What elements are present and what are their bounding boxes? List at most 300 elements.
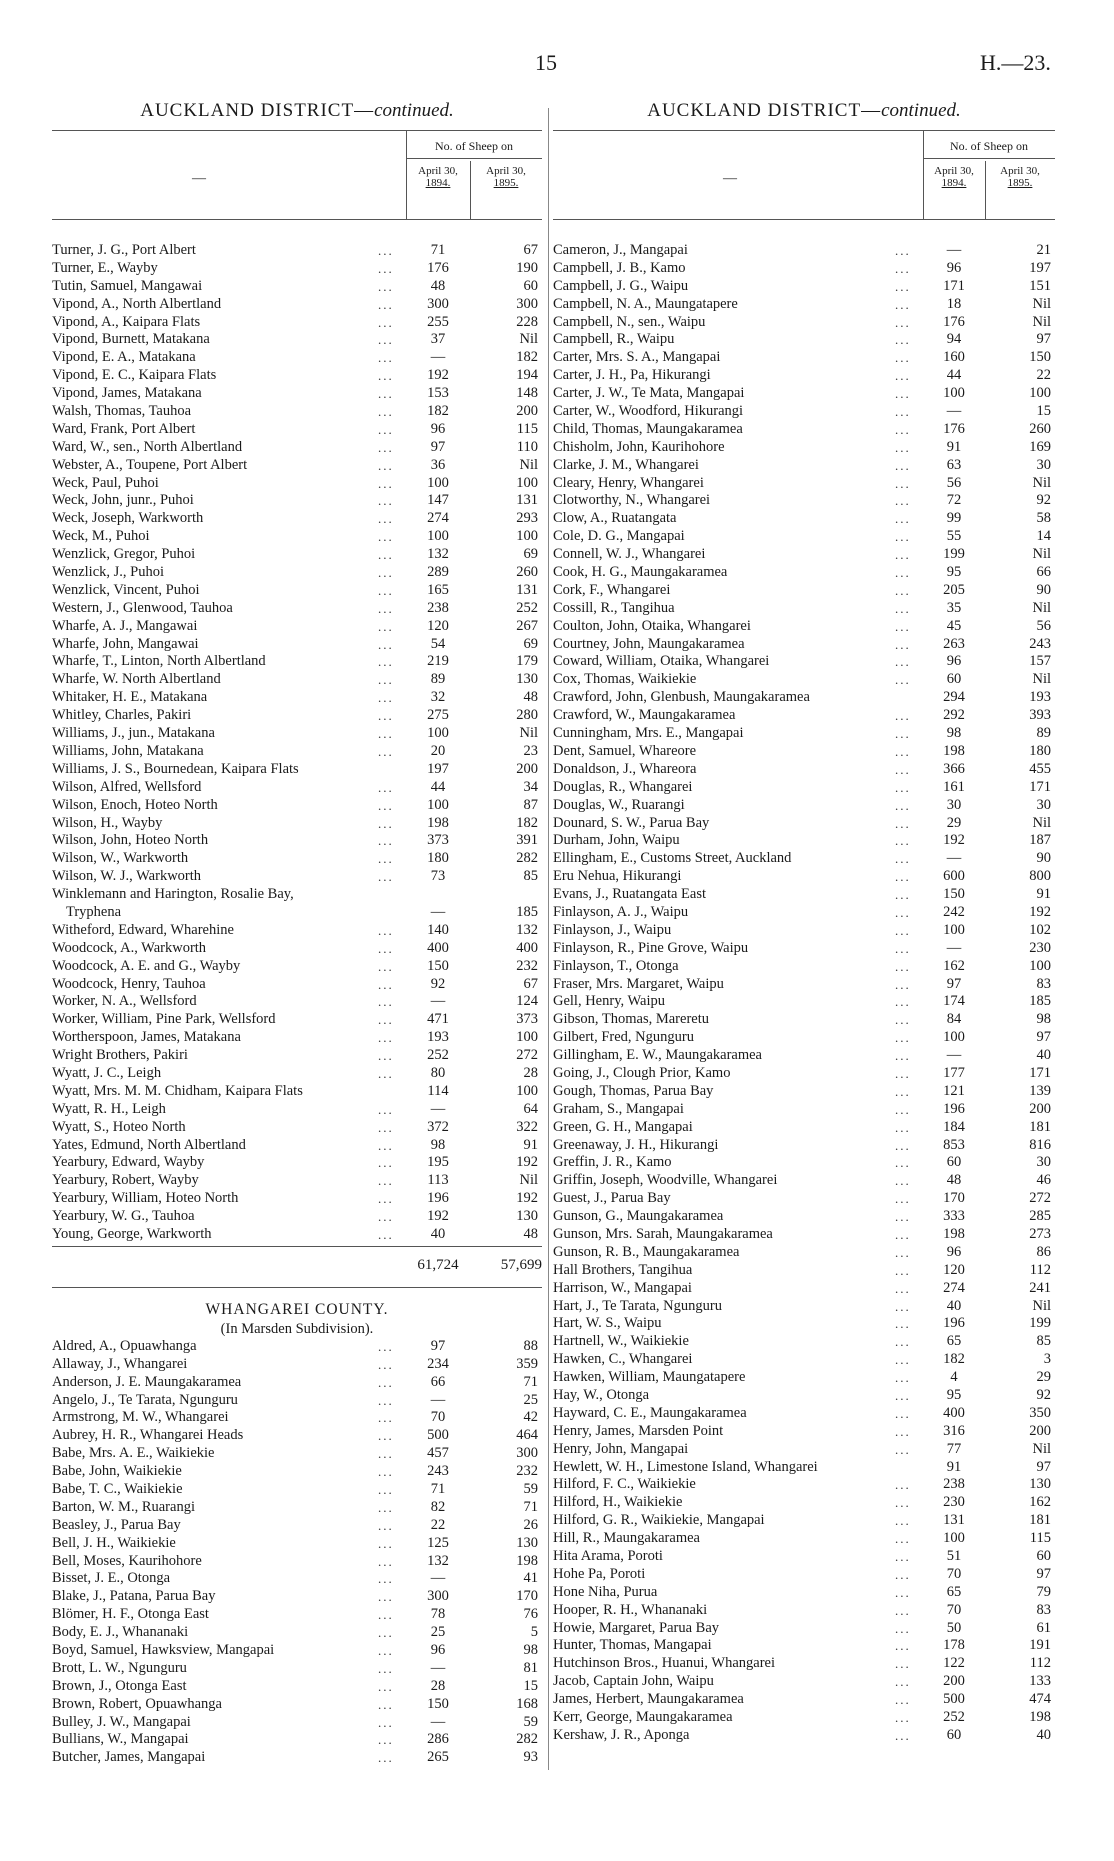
sheep-1894: 32 [430, 689, 446, 706]
sheep-1895: 98 [523, 1642, 538, 1659]
owner-name: Wilson, Enoch, Hoteo North [52, 796, 218, 813]
table-row [553, 1566, 1055, 1584]
sheep-1894: 853 [943, 1136, 965, 1153]
table-row [52, 689, 542, 707]
owner-name: Carter, J. H., Pa, Hikurangi [553, 367, 711, 384]
sheep-1894: 29 [946, 814, 962, 831]
sheep-1895: 67 [523, 975, 538, 992]
leader-dots: ... [378, 1535, 394, 1551]
table-row [52, 582, 542, 600]
table-row [52, 457, 542, 475]
leader-dots: ... [895, 386, 911, 402]
sheep-1895: 90 [1036, 850, 1051, 867]
leader-dots: ... [895, 922, 911, 938]
sheep-1894: — [946, 939, 962, 956]
table-row [553, 1351, 1055, 1369]
sheep-1894: 198 [943, 742, 965, 759]
owner-name: Green, G. H., Mangapai [553, 1118, 693, 1135]
table-row [553, 1083, 1055, 1101]
owner-name: Beasley, J., Parua Bay [52, 1516, 181, 1533]
owner-name: Carter, J. W., Te Mata, Mangapai [553, 385, 745, 402]
table-row [52, 922, 542, 940]
sheep-1894: 71 [430, 1481, 446, 1498]
leader-dots: ... [378, 994, 394, 1010]
sheep-1895: 800 [1029, 868, 1051, 885]
owner-name: Wyatt, Mrs. M. M. Chidham, Kaipara Flats [52, 1082, 303, 1099]
table-row [553, 904, 1055, 922]
sheep-1894: 171 [943, 277, 965, 294]
leader-dots: ... [378, 565, 394, 581]
owner-name: Brown, Robert, Opuawhanga [52, 1695, 222, 1712]
table-row [52, 1499, 542, 1517]
leader-dots: ... [378, 350, 394, 366]
owner-name: Worker, William, Pine Park, Wellsford [52, 1011, 276, 1028]
table-row [52, 367, 542, 385]
table-row [553, 1405, 1055, 1423]
table-row [52, 1190, 542, 1208]
sheep-1895: 48 [523, 689, 538, 706]
table-row [553, 1119, 1055, 1137]
owner-name: Connell, W. J., Whangarei [553, 546, 706, 563]
leader-dots: ... [378, 421, 394, 437]
leader-dots: ... [895, 1727, 911, 1743]
table-row [553, 528, 1055, 546]
leader-dots: ... [895, 1692, 911, 1708]
leader-dots: ... [378, 1607, 394, 1623]
sheep-1894: 113 [427, 1172, 449, 1189]
sheep-1894: 100 [427, 474, 449, 491]
sheep-1895: 60 [1036, 1548, 1051, 1565]
owner-name: Yearbury, Robert, Wayby [52, 1172, 199, 1189]
sheep-1895: 90 [1036, 581, 1051, 598]
sheep-1894: 205 [943, 581, 965, 598]
leader-dots: ... [378, 1374, 394, 1390]
table-row [52, 743, 542, 761]
sheep-1895: 87 [523, 796, 538, 813]
leader-dots: ... [895, 1119, 911, 1135]
leader-dots: ... [895, 368, 911, 384]
owner-name: Allaway, J., Whangarei [52, 1355, 188, 1372]
sheep-1894: 457 [427, 1445, 449, 1462]
owner-name: Crawford, W., Maungakaramea [553, 707, 736, 724]
table-row [52, 1517, 542, 1535]
sheep-1894: 170 [943, 1190, 965, 1207]
leader-dots: ... [378, 708, 394, 724]
sheep-1894: 265 [427, 1749, 449, 1766]
table-row [52, 1208, 542, 1226]
leader-dots: ... [895, 1674, 911, 1690]
table-row [553, 1065, 1055, 1083]
sheep-1894: 132 [427, 546, 449, 563]
owner-name: Hunter, Thomas, Mangapai [553, 1637, 712, 1654]
leader-dots: ... [895, 1101, 911, 1117]
sheep-1894: 97 [430, 1337, 446, 1354]
sheep-1894: 125 [427, 1534, 449, 1551]
sheep-1894: 65 [946, 1333, 962, 1350]
sheep-1894: 45 [946, 617, 962, 634]
table-row [52, 993, 542, 1011]
table-row [553, 725, 1055, 743]
table-row [553, 1441, 1055, 1459]
sheep-1895: 171 [1029, 778, 1051, 795]
sheep-1895: 83 [1036, 1601, 1051, 1618]
table-row [553, 689, 1055, 707]
owner-name: Bell, Moses, Kaurihohore [52, 1552, 202, 1569]
leader-dots: ... [895, 1030, 911, 1046]
owner-name: Hawken, C., Whangarei [553, 1351, 693, 1368]
owner-name: Coulton, John, Otaika, Whangarei [553, 617, 751, 634]
sheep-1894: 97 [946, 975, 962, 992]
sheep-1895: 200 [1029, 1422, 1051, 1439]
sheep-1894: 400 [427, 939, 449, 956]
leader-dots: ... [378, 1660, 394, 1676]
sheep-1895: 185 [516, 903, 538, 920]
owner-name: Cunningham, Mrs. E., Mangapai [553, 725, 744, 742]
sheep-1895: Nil [1032, 313, 1051, 330]
leader-dots: ... [895, 1405, 911, 1421]
sheep-1895: 59 [523, 1713, 538, 1730]
table-row [52, 1409, 542, 1427]
sheep-1895: 197 [1029, 259, 1051, 276]
sheep-1895: 139 [1029, 1082, 1051, 1099]
leader-dots: ... [378, 1678, 394, 1694]
sheep-1895: 130 [516, 1534, 538, 1551]
sheep-1895: 60 [523, 277, 538, 294]
sheep-1894: 600 [943, 868, 965, 885]
sheep-1894: — [430, 1100, 446, 1117]
owner-name: Hutchinson Bros., Huanui, Whangarei [553, 1655, 776, 1672]
sheep-1895: 816 [1029, 1136, 1051, 1153]
table-row [553, 1029, 1055, 1047]
owner-name: Webster, A., Toupene, Port Albert [52, 456, 248, 473]
leader-dots: ... [378, 1446, 394, 1462]
sheep-1894: 121 [943, 1082, 965, 1099]
leader-dots: ... [378, 869, 394, 885]
owner-name: Hilford, G. R., Waikiekie, Mangapai [553, 1512, 765, 1529]
sheep-1894: 96 [946, 653, 962, 670]
sheep-1894: 70 [430, 1409, 446, 1426]
sheep-1894: 120 [943, 1261, 965, 1278]
owner-name: Donaldson, J., Whareora [553, 760, 697, 777]
table-row [553, 1602, 1055, 1620]
sheep-1894: 372 [427, 1118, 449, 1135]
sheep-1894: 78 [430, 1606, 446, 1623]
left-blank-header: — [192, 171, 206, 186]
table-row [553, 1137, 1055, 1155]
owner-name: Gilbert, Fred, Ngunguru [553, 1029, 694, 1046]
leader-dots: ... [895, 1083, 911, 1099]
table-row [52, 832, 542, 850]
sheep-1894: 70 [946, 1601, 962, 1618]
sheep-1894: 50 [946, 1619, 962, 1636]
sheep-1895: 30 [1036, 796, 1051, 813]
left-col-b-header: April 30, 1895. [486, 165, 526, 189]
owner-name: Gunson, R. B., Maungakaramea [553, 1243, 740, 1260]
sheep-1895: 193 [1029, 689, 1051, 706]
owner-name: Vipond, A., North Albertland [52, 295, 222, 312]
table-row [52, 1101, 542, 1119]
sheep-1895: 100 [516, 1029, 538, 1046]
sheep-1894: 48 [430, 277, 446, 294]
leader-dots: ... [895, 260, 911, 276]
leader-dots: ... [378, 1589, 394, 1605]
leader-dots: ... [378, 386, 394, 402]
section-title: WHANGAREI COUNTY. [205, 1300, 389, 1318]
sheep-1895: 76 [523, 1606, 538, 1623]
sheep-1894: 176 [427, 259, 449, 276]
owner-name: Campbell, N., sen., Waipu [553, 313, 706, 330]
owner-name: Ellingham, E., Customs Street, Auckland [553, 850, 792, 867]
leader-dots: ... [378, 779, 394, 795]
sheep-1894: 238 [943, 1476, 965, 1493]
sheep-1894: 40 [430, 1226, 446, 1242]
leader-dots: ... [895, 1316, 911, 1332]
leader-dots: ... [895, 350, 911, 366]
owner-name: Wilson, W. J., Warkworth [52, 868, 202, 885]
table-row [52, 725, 542, 743]
owner-name: Kershaw, J. R., Aponga [553, 1726, 690, 1743]
sheep-1894: 120 [427, 617, 449, 634]
left-total-1895: 57,699 [500, 1256, 542, 1273]
sheep-1894: 44 [946, 367, 962, 384]
sheep-1894: 98 [430, 1136, 446, 1153]
sheep-1895: 67 [523, 242, 538, 258]
sheep-1895: 41 [523, 1570, 538, 1587]
sheep-1895: 131 [516, 581, 538, 598]
sheep-1895: 79 [1036, 1583, 1051, 1600]
sheep-1894: 96 [946, 259, 962, 276]
table-row [553, 331, 1055, 349]
sheep-1894: — [946, 403, 962, 420]
sheep-1894: 176 [943, 420, 965, 437]
sheep-1894: 70 [946, 1565, 962, 1582]
sheep-1895: 393 [1029, 707, 1051, 724]
table-row [52, 1083, 542, 1101]
table-row [553, 314, 1055, 332]
leader-dots: ... [895, 1173, 911, 1189]
owner-name: Guest, J., Parua Bay [553, 1190, 671, 1207]
table-row [52, 671, 542, 689]
sheep-1894: — [946, 850, 962, 867]
sheep-1894: 471 [427, 1011, 449, 1028]
owner-name: Dounard, S. W., Parua Bay [553, 814, 710, 831]
sheep-1895: 40 [1036, 1726, 1051, 1743]
leader-dots: ... [378, 1482, 394, 1498]
table-row [553, 564, 1055, 582]
sheep-1895: 169 [1029, 438, 1051, 455]
table-row [553, 1369, 1055, 1387]
sheep-1894: 182 [427, 403, 449, 420]
sheep-1895: 171 [1029, 1064, 1051, 1081]
owner-name: Hart, J., Te Tarata, Ngunguru [553, 1297, 722, 1314]
table-row [52, 618, 542, 636]
table-row [52, 1696, 542, 1714]
leader-dots: ... [895, 511, 911, 527]
sheep-1895: 100 [1029, 957, 1051, 974]
sheep-1894: 131 [943, 1512, 965, 1529]
sheep-1895: 280 [516, 707, 538, 724]
table-row [52, 314, 542, 332]
sheep-1895: 232 [516, 957, 538, 974]
sheep-1895: 194 [516, 367, 538, 384]
owner-name: Blömer, H. F., Otonga East [52, 1606, 209, 1623]
owner-name: Hayward, C. E., Maungakaramea [553, 1404, 747, 1421]
leader-dots: ... [895, 618, 911, 634]
left-col-a-header: April 30, 1894. [418, 165, 458, 189]
table-row [553, 618, 1055, 636]
leader-dots: ... [378, 1714, 394, 1730]
sheep-1894: 300 [427, 1588, 449, 1605]
table-row [553, 492, 1055, 510]
sheep-1895: 100 [516, 474, 538, 491]
leader-dots: ... [895, 1244, 911, 1260]
owner-name: Angelo, J., Te Tarata, Ngunguru [52, 1391, 238, 1408]
leader-dots: ... [378, 511, 394, 527]
table-row [52, 707, 542, 725]
owner-name: Wilson, Alfred, Wellsford [52, 778, 202, 795]
sheep-1895: 14 [1036, 528, 1051, 545]
sheep-1895: 474 [1029, 1691, 1051, 1708]
leader-dots: ... [895, 1620, 911, 1636]
leader-dots: ... [895, 493, 911, 509]
table-row [52, 850, 542, 868]
owner-name: Vipond, Burnett, Matakana [52, 331, 210, 348]
owner-name: Cork, F., Whangarei [553, 581, 671, 598]
table-row [553, 868, 1055, 886]
owner-name-continued: Tryphena [66, 903, 122, 920]
table-row [553, 1620, 1055, 1638]
leader-dots: ... [895, 1638, 911, 1654]
leader-dots: ... [378, 618, 394, 634]
owner-name: Winklemann and Harington, Rosalie Bay, [52, 886, 294, 903]
sheep-1895: 34 [523, 778, 538, 795]
leader-dots: ... [895, 404, 911, 420]
leader-dots: ... [378, 1012, 394, 1028]
table-row [553, 1709, 1055, 1727]
owner-name: Aldred, A., Opuawhanga [52, 1337, 197, 1354]
leader-dots: ... [378, 1571, 394, 1587]
sheep-1895: 322 [516, 1118, 538, 1135]
sheep-1895: 112 [1029, 1655, 1051, 1672]
table-row [553, 349, 1055, 367]
leader-dots: ... [378, 1643, 394, 1659]
left-group-header: No. of Sheep on [406, 139, 542, 159]
owner-name: Hartnell, W., Waikiekie [553, 1333, 689, 1350]
sheep-1895: 293 [516, 510, 538, 527]
sheep-1895: 282 [516, 850, 538, 867]
owner-name: Wenzlick, J., Puhoi [52, 564, 164, 581]
sheep-1894: 162 [943, 957, 965, 974]
sheep-1895: 115 [516, 420, 538, 437]
owner-name: Campbell, N. A., Maungatapere [553, 295, 738, 312]
table-row [52, 1553, 542, 1571]
leader-dots: ... [895, 1280, 911, 1296]
owner-name: Yearbury, William, Hoteo North [52, 1190, 239, 1207]
sheep-1895: 69 [523, 635, 538, 652]
sheep-1895: 179 [516, 653, 538, 670]
leader-dots: ... [895, 743, 911, 759]
table-row [553, 940, 1055, 958]
sheep-1895: 64 [523, 1100, 538, 1117]
leader-dots: ... [895, 600, 911, 616]
leader-dots: ... [895, 1334, 911, 1350]
leader-dots: ... [895, 1495, 911, 1511]
table-row [52, 1137, 542, 1155]
owner-name: Cossill, R., Tangihua [553, 599, 675, 616]
leader-dots: ... [378, 654, 394, 670]
sheep-1894: 275 [427, 707, 449, 724]
sheep-1894: 56 [946, 474, 962, 491]
table-row [553, 1154, 1055, 1172]
table-row [52, 1731, 542, 1749]
sheep-1894: 500 [943, 1691, 965, 1708]
leader-dots: ... [378, 1750, 394, 1766]
leader-dots: ... [895, 421, 911, 437]
owner-name: Vipond, James, Matakana [52, 385, 202, 402]
table-row [553, 1190, 1055, 1208]
leader-dots: ... [378, 1227, 394, 1242]
sheep-1894: 150 [427, 957, 449, 974]
sheep-1895: 100 [516, 1082, 538, 1099]
owner-name: Hall Brothers, Tangihua [553, 1261, 693, 1278]
sheep-1895: 272 [516, 1047, 538, 1064]
sheep-1894: 184 [943, 1118, 965, 1135]
owner-name: Weck, John, junr., Puhoi [52, 492, 194, 509]
owner-name: Butcher, James, Mangapai [52, 1749, 206, 1766]
sheep-1894: 286 [427, 1731, 449, 1748]
sheep-1895: 21 [1036, 242, 1051, 258]
table-row [52, 278, 542, 296]
owner-name: Kerr, George, Maungakaramea [553, 1709, 733, 1726]
sheep-1895: 350 [1029, 1404, 1051, 1421]
owner-name: Babe, T. C., Waikiekie [52, 1481, 183, 1498]
owner-name: Wortherspoon, James, Matakana [52, 1029, 241, 1046]
sheep-1894: — [430, 993, 446, 1010]
owner-name: Hill, R., Maungakaramea [553, 1530, 700, 1547]
table-row [553, 832, 1055, 850]
leader-dots: ... [378, 1338, 394, 1354]
right-column-title [553, 100, 1055, 130]
leader-dots: ... [378, 1209, 394, 1225]
table-row [553, 797, 1055, 815]
table-row [52, 1463, 542, 1481]
leader-dots: ... [895, 1388, 911, 1403]
owner-name: Gough, Thomas, Parua Bay [553, 1082, 714, 1099]
sheep-1894: 82 [430, 1498, 446, 1515]
leader-dots: ... [378, 243, 394, 258]
owner-name: Coward, William, Otaika, Whangarei [553, 653, 770, 670]
sheep-1894: 192 [427, 1208, 449, 1225]
leader-dots: ... [895, 904, 911, 920]
owner-name: Finlayson, T., Otonga [553, 957, 679, 974]
sheep-1894: 100 [943, 385, 965, 402]
sheep-1895: 400 [516, 939, 538, 956]
table-row [52, 636, 542, 654]
sheep-1894: 199 [943, 546, 965, 563]
leader-dots: ... [895, 1423, 911, 1439]
right-col-a-header: April 30, 1894. [934, 165, 974, 189]
table-row [553, 1280, 1055, 1298]
table-row [52, 1011, 542, 1029]
leader-dots: ... [378, 439, 394, 455]
sheep-1895: 199 [1029, 1315, 1051, 1332]
sheep-1894: — [430, 903, 446, 920]
leader-dots: ... [378, 1410, 394, 1426]
leader-dots: ... [895, 1513, 911, 1529]
owner-name: Turner, J. G., Port Albert [52, 242, 196, 258]
sheep-1894: 91 [946, 1458, 962, 1475]
table-row [52, 1226, 542, 1244]
